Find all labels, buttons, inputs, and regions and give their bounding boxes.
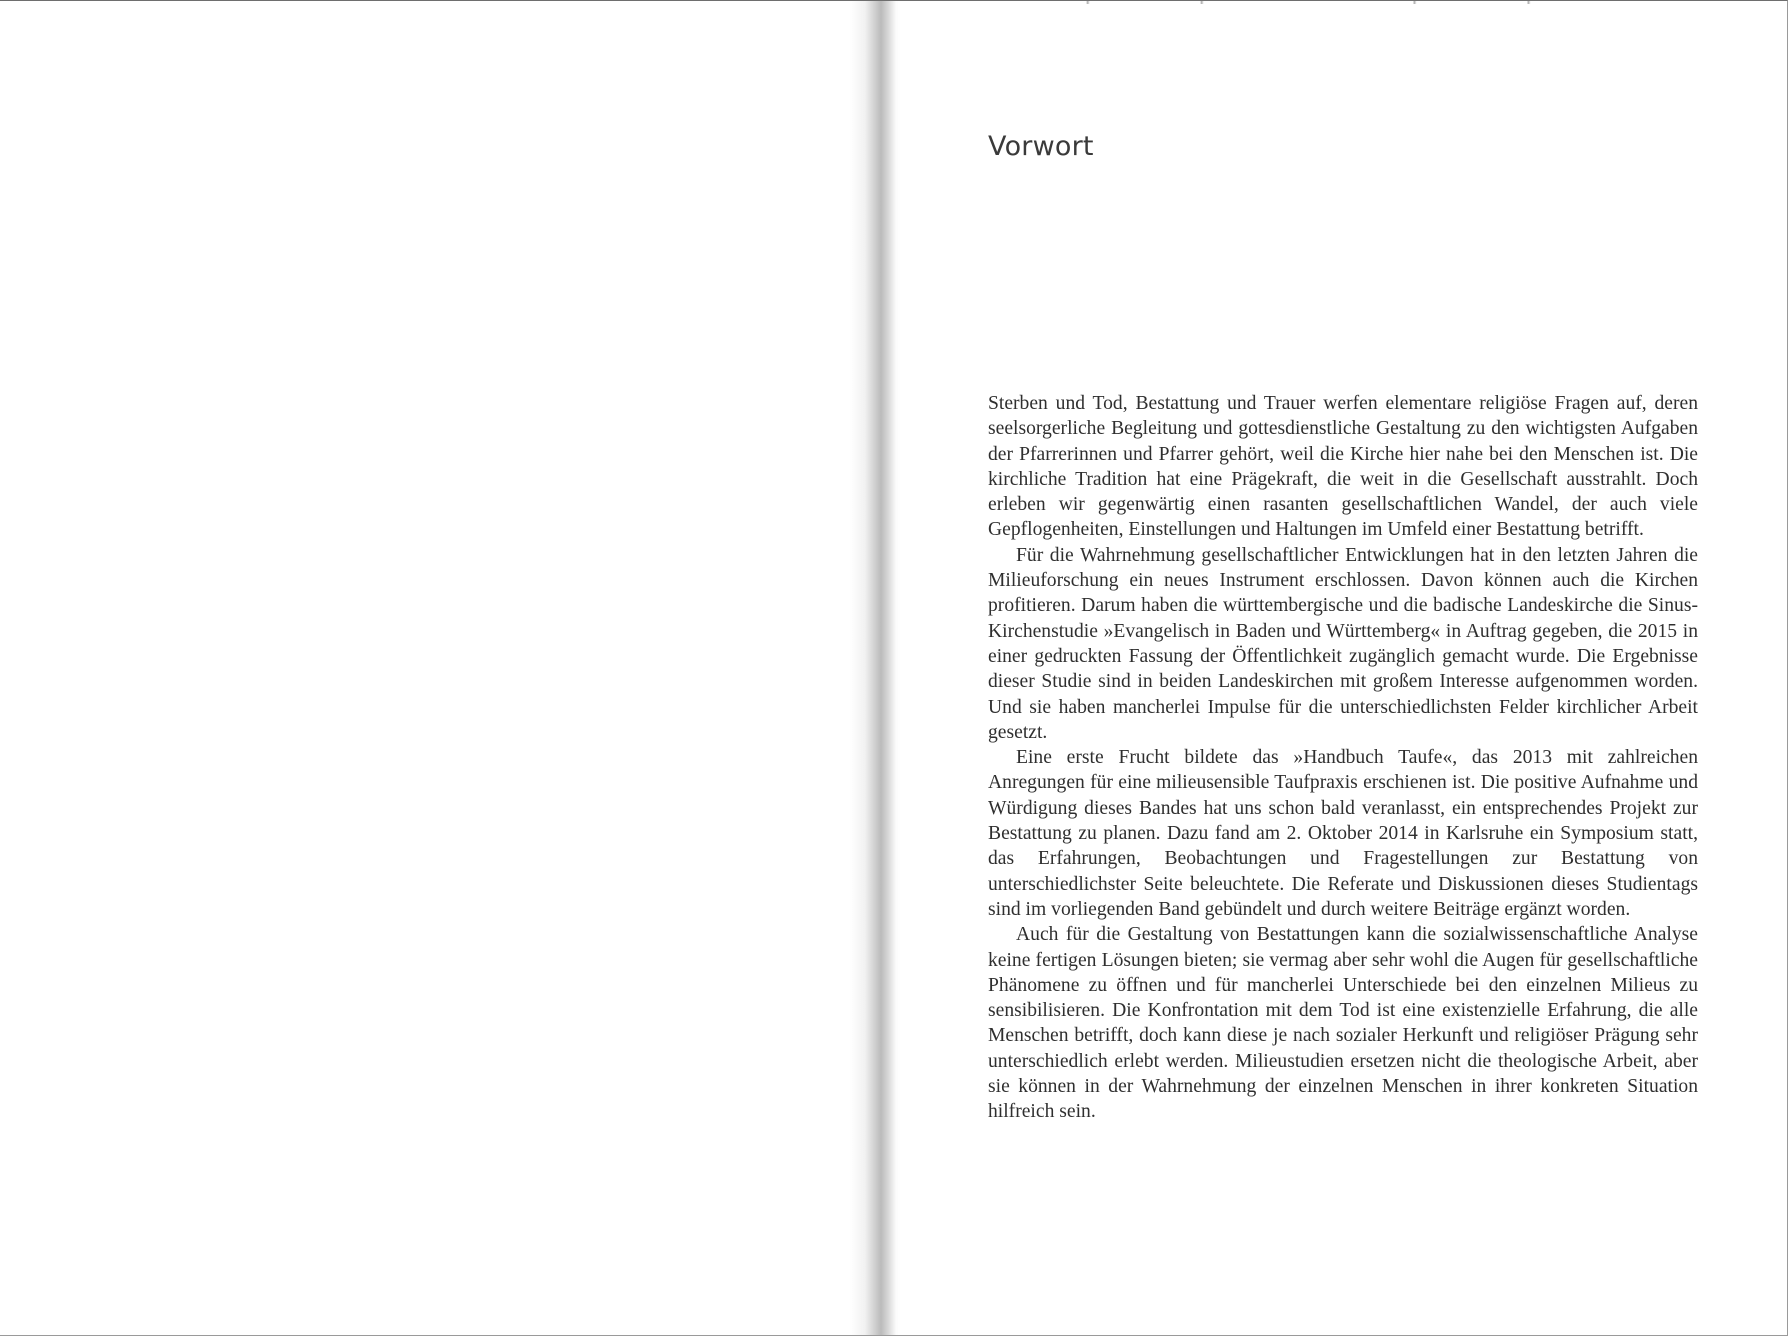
paragraph-3: Eine erste Frucht bildete das »Handbuch Taufe«, das 2013 mit zahlreichen Anregungen für eine milieusensible Taufpraxis erschienen ist. Die positive Aufnahme und Würdigung dieses Bandes hat uns schon bald veranlasst, ein entsprechendes Projekt zur Bestattung zu planen. Dazu fand am 2. Oktober 2014 in Karlsruhe ein Symposium statt, das Erfahrungen, Beobachtungen und Fragestellungen zur Bestattung von unterschiedlichster Seite beleuchtete. Die Referate und Diskussionen dieses Studientags sind im vorliegenden Band gebündelt und durch weitere Beiträge ergänzt worden. (988, 747, 1698, 920)
left-page-blank (0, 1, 858, 1335)
foreword-body (988, 391, 1698, 1125)
paragraph-4: Auch für die Gestaltung von Bestattungen kann die sozialwissenschaftliche Analyse keine fertigen Lösungen bieten; sie vermag aber sehr wohl die Augen für gesellschaftliche Phänomene zu öffnen und für mancherlei Unterschiede bei den einzelnen Milieus zu sensibilisieren. Die Konfrontation mit dem Tod ist eine existenzielle Erfahrung, die alle Menschen betrifft, doch kann diese je nach sozialer Herkunft und religiöser Prägung sehr unterschiedlich erlebt werden. Milieustudien ersetzen nicht die theologische Arbeit, aber sie können in der Wahrnehmung der einzelnen Menschen in ihrer konkreten Situation hilfreich sein. (988, 924, 1698, 1123)
page-heading: Vorwort (988, 131, 1094, 162)
paragraph-2: Für die Wahrnehmung gesellschaftlicher Entwicklungen hat in den letzten Jahren die Milieuforschung ein neues Instrument erschlossen. Davon können auch die Kirchen profitieren. Darum haben die württembergische und die badische Landeskirche die Sinus-Kirchenstudie »Evangelisch in Baden und Württemberg« in Auftrag gegeben, die 2015 in einer gedruckten Fassung der Öffentlichkeit zugänglich gemacht wurde. Die Ergebnisse dieser Studie sind in beiden Landeskirchen mit großem Interesse aufgenommen worden. Und sie haben mancherlei Impulse für die unterschiedlichsten Felder kirchlicher Arbeit gesetzt. (988, 544, 1698, 743)
book-gutter-shadow (850, 1, 900, 1335)
top-edge-marks (1010, 1, 1770, 4)
paragraph-1: Sterben und Tod, Bestattung und Trauer werfen elementare religiöse Fragen auf, deren seelsorgerliche Begleitung und gottesdienstliche Gestaltung zu den wichtigsten Aufgaben der Pfarrerinnen und Pfarrer gehört, weil die Kirche hier nahe bei den Menschen ist. Die kirchliche Tradition hat eine Prägekraft, die weit in die Gesellschaft ausstrahlt. Doch erleben wir gegenwärtig einen rasanten gesellschaftlichen Wandel, der auch viele Gepflogenheiten, Einstellungen und Haltungen im Umfeld einer Bestattung betrifft. (988, 393, 1698, 541)
